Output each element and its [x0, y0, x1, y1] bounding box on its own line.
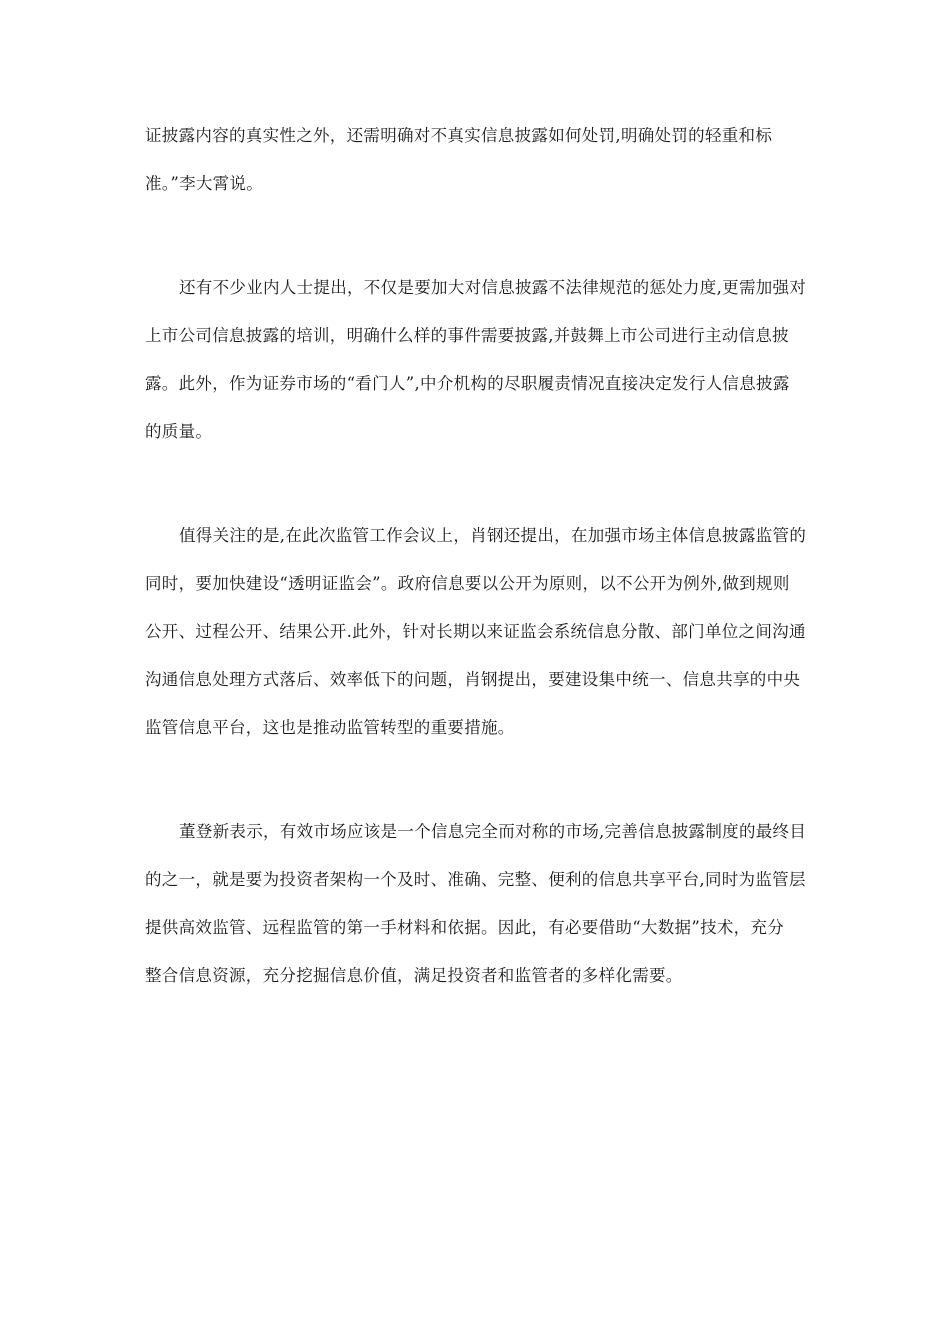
- text-line: 董登新表示，有效市场应该是一个信息完全而对称的市场,完善信息披露制度的最终目: [179, 822, 807, 841]
- text-line: 整合信息资源，充分挖掘信息价值，满足投资者和监管者的多样化需要。: [145, 966, 683, 985]
- paragraph-transparent-csrc: [145, 524, 825, 764]
- text-line: 证披露内容的真实性之外，还需明确对不真实信息披露如何处罚,明确处罚的轻重和标: [145, 126, 773, 145]
- text-line: 上市公司信息披露的培训，明确什么样的事件需要披露,并鼓舞上市公司进行主动信息披: [145, 326, 789, 345]
- text-line: 准。”李大霄说。: [145, 174, 264, 193]
- text-line: 监管信息平台，这也是推动监管转型的重要措施。: [145, 718, 515, 737]
- text-line: 同时，要加快建设“透明证监会”。政府信息要以公开为原则，以不公开为例外,做到规则: [145, 574, 790, 593]
- text-line: 的之一，就是要为投资者架构一个及时、准确、完整、便利的信息共享平台,同时为监管层: [145, 870, 806, 889]
- paragraph-continuation: [145, 124, 825, 220]
- paragraph-industry-views: [145, 276, 825, 468]
- text-line: 值得关注的是,在此次监管工作会议上，肖钢还提出，在加强市场主体信息披露监管的: [179, 526, 807, 545]
- paragraph-efficient-market: [145, 820, 825, 1012]
- text-line: 公开、过程公开、结果公开.此外，针对长期以来证监会系统信息分散、部门单位之间沟通: [145, 622, 806, 641]
- text-line: 提供高效监管、远程监管的第一手材料和依据。因此，有必要借助“大数据”技术，充分: [145, 918, 785, 937]
- text-line: 露。此外，作为证券市场的“看门人”,中介机构的尽职履责情况直接决定发行人信息披露: [145, 374, 790, 393]
- text-line: 沟通信息处理方式落后、效率低下的问题，肖钢提出，要建设集中统一、信息共享的中央: [145, 670, 801, 689]
- text-line: 还有不少业内人士提出，不仅是要加大对信息披露不法律规范的惩处力度,更需加强对: [179, 278, 807, 297]
- text-line: 的质量。: [145, 422, 213, 441]
